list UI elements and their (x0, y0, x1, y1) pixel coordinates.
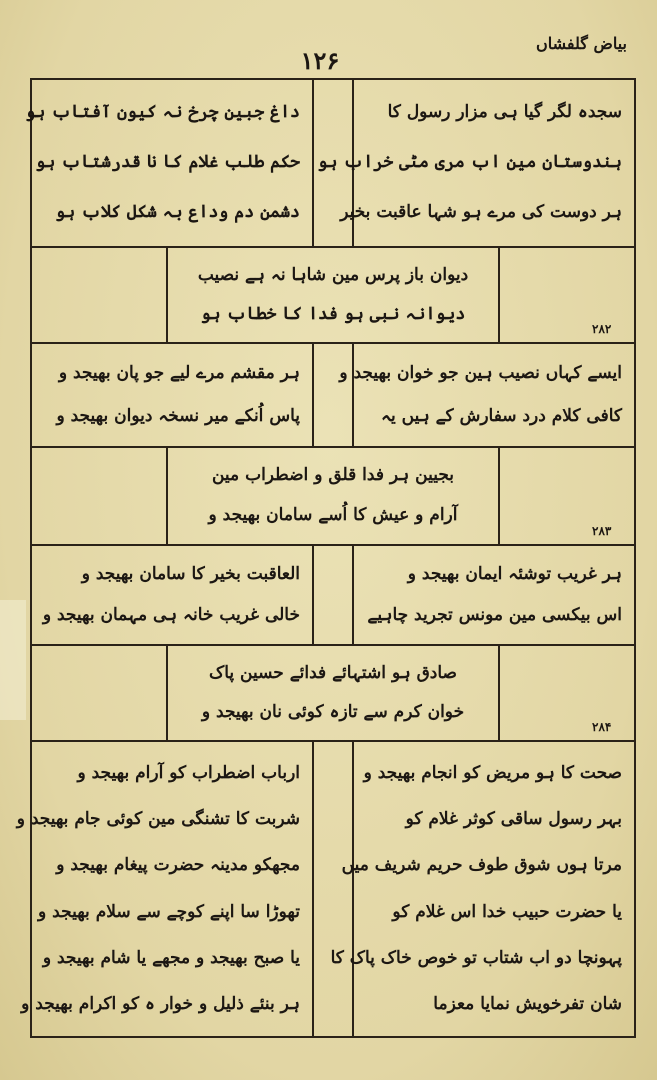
verse-row (32, 344, 634, 448)
verse-line: ارباب اضطراب کو آرام بھیجد و (77, 762, 300, 783)
verse-line: شان تفرخویش نمایا معزما (433, 994, 622, 1015)
verse-line: پاس اُنکے میر نسخہ دیوان بھیجد و (56, 405, 300, 426)
verse-number: ۲۸۴ (592, 720, 612, 734)
verse-line: یا حضرت حبیب خدا اس غلام کو (392, 901, 622, 922)
verse-line: بجیین ہر فدا قلق و اضطراب مین (211, 465, 455, 486)
verse-line: ہر دوست کی مرے ہو شہا عاقبت بخیر (340, 202, 622, 223)
running-title: بیاض گلفشاں (536, 34, 627, 53)
center-stanza (166, 646, 500, 740)
verse-line: بہر رسول ساقی کوثر غلام کو (405, 808, 622, 829)
page-number: ۱۲۶ (300, 46, 340, 75)
verse-row (32, 448, 634, 546)
center-stanza (166, 448, 500, 544)
left-stanza (25, 80, 314, 246)
right-stanza (352, 546, 634, 644)
verse-number: ۲۸۲ (592, 322, 612, 336)
verse-line: دیوان باز پرس مین شاہا نہ ہے نصیب (197, 264, 469, 285)
left-stanza (16, 742, 314, 1036)
verse-row (32, 546, 634, 646)
paper-stain (0, 600, 26, 720)
verse-line: پہونچا دو اب شتاب تو خوص خاک پاک کا (330, 947, 622, 968)
left-stanza (32, 546, 314, 644)
verse-line: ایسے کہاں نصیب ہین جو خوان بھیجد و (339, 362, 622, 383)
verse-line: صادق ہو اشتہائے فدائے حسین پاک (209, 662, 457, 683)
verse-line: داغ جبین چرخ نہ کیون آفتاب ہو (25, 102, 300, 123)
right-stanza (317, 80, 634, 246)
verse-line: مجھکو مدینہ حضرت پیغام بھیجد و (56, 855, 300, 876)
verse-line: یا صبح بھیجد و مجھے یا شام بھیجد و (42, 947, 300, 968)
verse-line: کافی کلام درد سفارش کے ہیں یہ (381, 405, 622, 426)
verse-line: حکم طلب غلام کا نا قدرشتاب ہو (35, 152, 300, 173)
right-stanza (330, 742, 634, 1036)
verse-line: خوان کرم سے تازہ کوئی نان بھیجد و (201, 701, 465, 722)
verse-line: العاقبت بخیر کا سامان بھیجد و (81, 563, 300, 584)
verse-line: دیوانہ نبی ہو فدا کا خطاب ہو (200, 303, 466, 324)
verse-line: اس بیکسی مین مونس تجرید چاہیے (367, 604, 622, 625)
verse-line: تھوڑا سا اپنے کوچے سے سلام بھیجد و (38, 901, 300, 922)
verse-table (16, 78, 636, 1038)
verse-line: خالی غریب خانہ ہی مہمان بھیجد و (42, 604, 300, 625)
verse-line: صحت کا ہو مریض کو انجام بھیجد و (363, 762, 622, 783)
verse-line: ہر مقشم مرے لیے جو پان بھیجد و (58, 362, 300, 383)
verse-line: سجدہ لگر گیا ہی مزار رسول کا (387, 102, 622, 123)
verse-row (25, 80, 634, 248)
verse-line: ہندوستان مین اب مری مٹی خراب ہو (317, 152, 622, 173)
left-stanza (32, 344, 314, 446)
verse-line: ہر بنئے ذلیل و خوار ہ کو اکرام بھیجد و (21, 994, 300, 1015)
verse-line: دشمن دم وداع بہ شکل کلاب ہو (55, 202, 300, 223)
verse-line: ہر غریب توشئہ ایمان بھیجد و (407, 563, 622, 584)
center-stanza (166, 248, 500, 342)
verse-row (32, 646, 634, 742)
verse-line: شربت کا تشنگی مین کوئی جام بھیجد و (16, 808, 300, 829)
verse-line: مرتا ہوں شوق طوف حریم شریف میں (341, 855, 622, 876)
verse-line: آرام و عیش کا اُسے سامان بھیجد و (208, 505, 458, 526)
verse-row (16, 742, 634, 1036)
verse-row (32, 248, 634, 344)
verse-number: ۲۸۳ (592, 524, 612, 538)
right-stanza (339, 344, 634, 446)
